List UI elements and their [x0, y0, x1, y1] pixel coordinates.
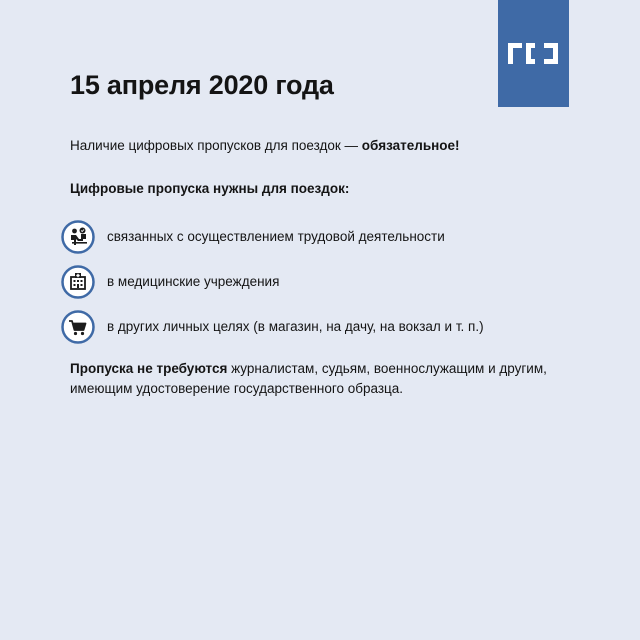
section-heading: Цифровые пропуска нужны для поездок:: [70, 181, 350, 196]
brand-logo: [498, 0, 569, 107]
list-item-label: связанных с осуществлением трудовой деятельности: [107, 229, 445, 244]
shopping-cart-icon: [61, 310, 95, 344]
intro-lead: Наличие цифровых пропусков для поездок —: [70, 138, 362, 153]
footer-note: [70, 359, 550, 399]
list-item-work: [61, 220, 581, 254]
list-item-medical: [61, 265, 581, 299]
list-item-label: в медицинские учреждения: [107, 274, 280, 289]
worker-at-desk-icon: [61, 220, 95, 254]
list-item-label: в других личных целях (в магазин, на дачу, на вокзал и т. п.): [107, 319, 484, 334]
footer-rest: журналистам, судьям, военнослужащим и другим, имеющим удостоверение государственного образца.: [70, 361, 547, 396]
intro-text: [70, 138, 460, 153]
hospital-icon: [61, 265, 95, 299]
list-item-personal: [61, 310, 581, 344]
footer-lead: Пропуска не требуются: [70, 361, 228, 376]
page-title: 15 апреля 2020 года: [70, 70, 334, 100]
intro-emphasis: обязательное!: [361, 138, 460, 153]
